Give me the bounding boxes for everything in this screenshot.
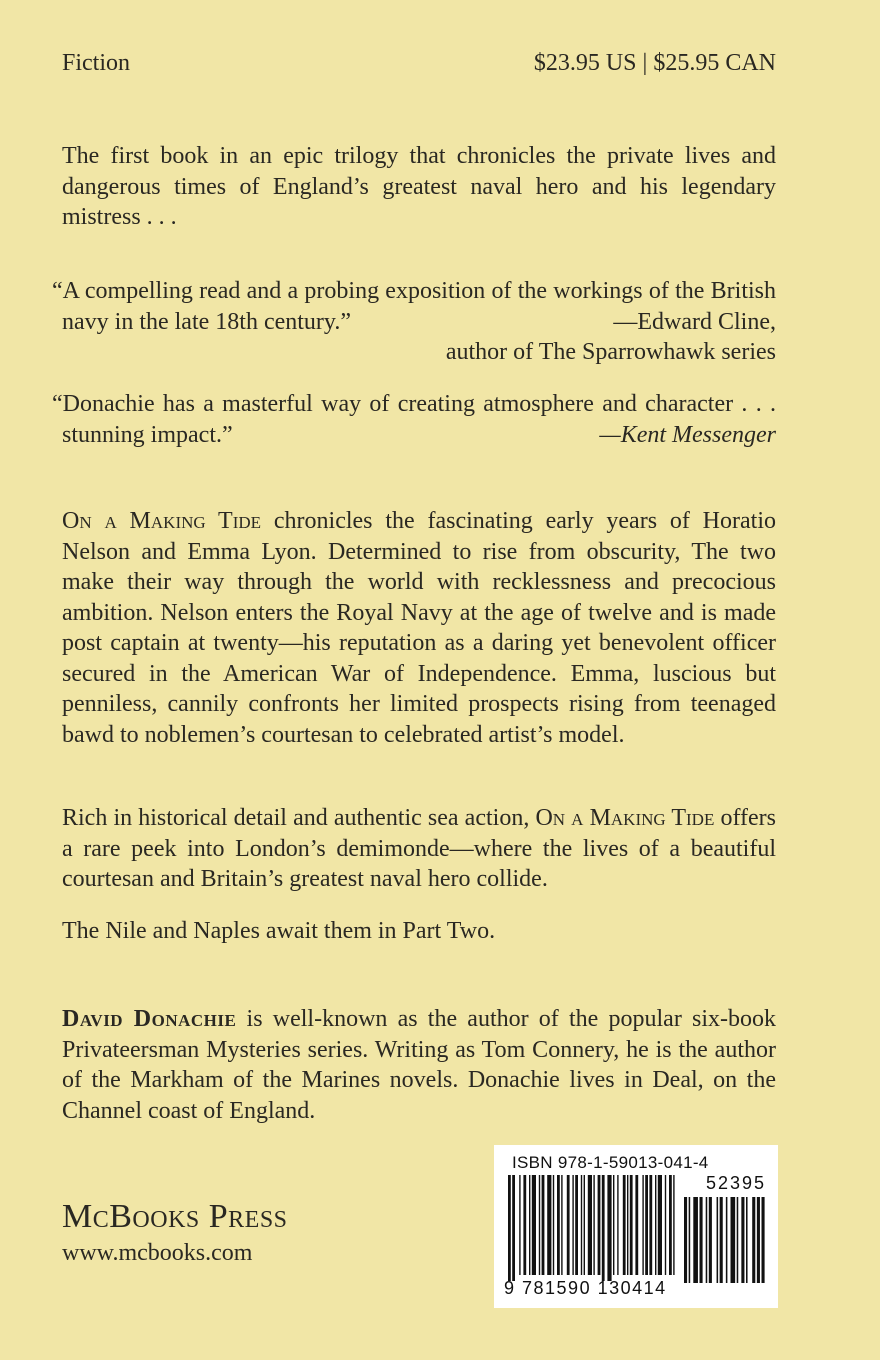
barcode-bar [658, 1175, 662, 1275]
publisher-website: www.mcbooks.com [62, 1240, 253, 1266]
barcode-bar [635, 1175, 638, 1275]
description-text-2b: offers a rare peek into London’s demimonde—where the lives of a beautiful courtesan and Britain’s greatest naval hero collide. [62, 805, 776, 892]
barcode-bar [529, 1175, 530, 1275]
barcode-bar [607, 1175, 611, 1281]
barcode-bar [613, 1175, 614, 1275]
review-quote-1 [52, 276, 776, 368]
barcode-bar [726, 1197, 728, 1283]
review-quote-1-attribution: —Edward Cline, [613, 308, 776, 335]
review-quote-1-attribution-source: author of The Sparrowhawk series [445, 339, 776, 365]
barcode-bar [731, 1197, 736, 1283]
barcode-bar [523, 1175, 526, 1275]
barcode-bar [649, 1175, 652, 1275]
review-quote-2-attribution: —Kent Messenger [599, 421, 776, 448]
barcode-bar [757, 1197, 760, 1283]
barcode-bar [539, 1175, 540, 1275]
barcode-bar [572, 1175, 573, 1275]
genre-label: Fiction [62, 50, 131, 76]
barcode-bar [752, 1197, 755, 1283]
barcode-bar [762, 1197, 765, 1283]
barcode-bar [673, 1175, 674, 1275]
barcode-bar [532, 1175, 536, 1275]
barcode-bar [567, 1175, 570, 1275]
barcode-bar [584, 1175, 585, 1275]
review-quote-1-text: “A compelling read and a probing exposition of the workings of the British navy in the late 18th century.” [52, 278, 776, 335]
author-bio [62, 1004, 776, 1126]
description-paragraph-3: The Nile and Naples await them in Part Two. [62, 918, 496, 944]
barcode-bar [706, 1197, 708, 1283]
barcode-bar [588, 1175, 592, 1275]
barcode-bar [746, 1197, 748, 1283]
barcode-bar [709, 1197, 712, 1283]
barcode-bar [581, 1175, 582, 1275]
book-title-inline: On a Making Tide [535, 805, 715, 831]
barcode-bar [575, 1175, 578, 1275]
barcode-bar [689, 1197, 691, 1283]
ean-digits-text: 9 781590 130414 [504, 1278, 667, 1298]
barcode-bar [741, 1197, 744, 1283]
description-text-1: chronicles the fascinating early years of Horatio Nelson and Emma Lyon. Determined to rise from obscurity, The two make their way through the world with recklessness and precocious ambition. Nelson enters the Royal Navy at the age of twelve and is made post captain at twenty—his reputation as a daring yet benevolent officer secured in the American War of Independence. Emma, luscious but penniless, cannily confronts her limited prospects rising from teenaged bawd to noblemen’s courtesan to celebrated artist’s model. [62, 508, 776, 748]
author-bio-text: is well-known as the author of the popular six-book Privateersman Mysteries series. Writing as Tom Connery, he is the author of the Markham of the Marines novels. Donachie lives in Deal, on the Channel coast of England. [62, 1006, 777, 1124]
barcode-bar [737, 1197, 739, 1283]
barcode-bar [602, 1175, 605, 1281]
barcode-bar [593, 1175, 594, 1275]
barcode-bar [519, 1175, 520, 1275]
isbn-barcode [494, 1145, 778, 1308]
barcode-bar [512, 1175, 515, 1281]
ean-barcode-graphic [508, 1175, 678, 1283]
barcode-bar [623, 1175, 626, 1275]
review-quote-2 [52, 389, 776, 450]
price-barcode-graphic [684, 1197, 766, 1283]
barcode-bar [693, 1197, 698, 1283]
price-label: $23.95 US | $25.95 CAN [533, 50, 776, 76]
barcode-bar [627, 1175, 628, 1275]
barcode-bar [557, 1175, 560, 1275]
review-quote-2-text: “Donachie has a masterful way of creating atmosphere and character . . . stunning impact.” [52, 391, 776, 448]
barcode-bar [542, 1175, 545, 1275]
description-paragraph-1 [62, 506, 776, 750]
isbn-text: ISBN 978-1-59013-041-4 [512, 1153, 709, 1172]
author-name: David Donachie [62, 1006, 237, 1032]
barcode-bar [553, 1175, 554, 1275]
barcode-bar [655, 1175, 656, 1275]
barcode-bar [665, 1175, 666, 1275]
barcode-bar [700, 1197, 703, 1283]
barcode-bar [630, 1175, 633, 1275]
barcode-bar [508, 1175, 511, 1281]
barcode-bar [645, 1175, 648, 1275]
barcode-bar [720, 1197, 723, 1283]
barcode-bar [717, 1197, 719, 1283]
description-paragraph-2 [62, 803, 776, 895]
intro-paragraph: The first book in an epic trilogy that chronicles the private lives and dangerous times of England’s greatest naval hero and his legendary mistress . . . [62, 143, 776, 230]
book-title: On a Making Tide [62, 508, 262, 534]
description-text-2a: Rich in historical detail and authentic sea action, [62, 805, 536, 831]
barcode-bar [684, 1197, 687, 1283]
barcode-bar [547, 1175, 551, 1275]
barcode-bar [598, 1175, 601, 1275]
barcode-bar [561, 1175, 562, 1275]
price-code-text: 52395 [705, 1173, 766, 1193]
barcode-bar [617, 1175, 618, 1275]
barcode-bar [642, 1175, 643, 1275]
barcode-bar [669, 1175, 672, 1275]
publisher-name: McBooks Press [62, 1198, 288, 1235]
